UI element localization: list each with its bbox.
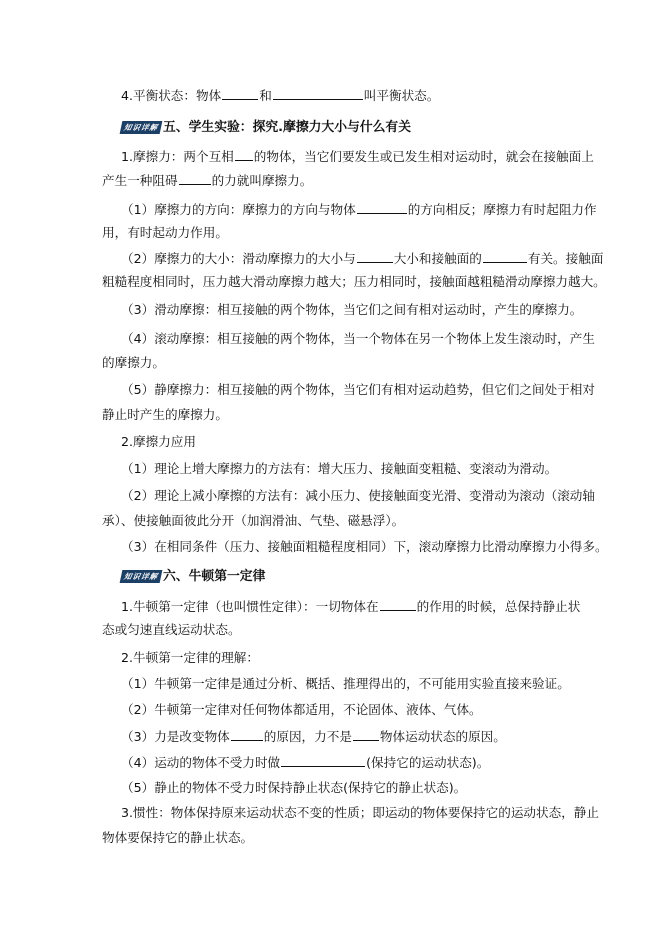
text-line: （1）理论上增大摩擦力的方法有：增大压力、接触面变粗糙、变滚动为滑动。: [121, 461, 558, 476]
text-line: （3）力是改变物体 的原因，力不是 物体运动状态的原因。: [121, 729, 506, 744]
fill-blank: [281, 754, 365, 767]
text-line: 2.摩擦力应用: [121, 434, 196, 449]
text-line: 的摩擦力。: [102, 355, 165, 370]
text-line: （1）摩擦力的方向：摩擦力的方向与物体 的方向相反；摩擦力有时起阻力作: [121, 202, 597, 217]
section-heading-5: 知识详解 五、学生实验：探究.摩擦力大小与什么有关: [121, 120, 411, 136]
text-line: 静止时产生的摩擦力。: [102, 407, 228, 422]
text-line: （5）静止的物体不受力时保持静止状态(保持它的静止状态)。: [121, 780, 467, 795]
text-line: 3.惯性：物体保持原来运动状态不变的性质；即运动的物体要保持它的运动状态，静止: [121, 805, 599, 820]
fill-blank: [483, 250, 527, 263]
text-line: （4）滚动摩擦：相互接触的两个物体，当一个物体在另一个物体上发生滚动时，产生: [121, 331, 595, 346]
text-line: （4）运动的物体不受力时做 (保持它的运动状态)。: [121, 755, 490, 770]
fill-blank: [380, 598, 416, 611]
section-heading-6: 知识详解 六、牛顿第一定律: [121, 569, 265, 585]
fill-blank: [231, 728, 263, 741]
text-line: （5）静摩擦力：相互接触的两个物体，当它们有相对运动趋势，但它们之间处于相对: [121, 382, 595, 397]
text-line: 粗糙程度相同时，压力越大滑动摩擦力越大；压力相同时，接触面越粗糙滑动摩擦力越大。: [102, 274, 606, 289]
text-line-equilibrium: 4.平衡状态：物体 和 叫平衡状态。: [121, 88, 440, 103]
fill-blank: [179, 172, 211, 185]
text-line: 产生一种阻碍 的力就叫摩擦力。: [102, 173, 313, 188]
fill-blank: [222, 87, 258, 100]
text-line: （2）牛顿第一定律对任何物体都适用，不论固体、液体、气体。: [121, 702, 482, 717]
fill-blank: [273, 87, 363, 100]
fill-blank: [353, 728, 379, 741]
text-line: 2.牛顿第一定律的理解：: [121, 650, 259, 665]
text-line: （3）滑动摩擦：相互接触的两个物体，当它们之间有相对运动时，产生的摩擦力。: [121, 302, 583, 317]
text-line: 1.摩擦力：两个互相 的物体，当它们要发生或已发生相对运动时，就会在接触面上: [121, 149, 594, 164]
text-line: （1）牛顿第一定律是通过分析、概括、推理得出的，不可能用实验直接来验证。: [121, 676, 570, 691]
text-line: 1.牛顿第一定律（也叫惯性定律）：一切物体在 的作用的时候，总保持静止状: [121, 599, 581, 614]
fill-blank: [235, 148, 253, 161]
text-line: 承）、使接触面彼此分开（加润滑油、气垫、磁悬浮）。: [102, 513, 405, 528]
text-line: （2）理论上减小摩擦的方法有：减小压力、使接触面变光滑、变滑动为滚动（滚动轴: [121, 488, 595, 503]
fill-blank: [357, 250, 393, 263]
text-line: 物体要保持它的静止状态。: [102, 830, 254, 845]
fill-blank: [357, 201, 407, 214]
text-line: （2）摩擦力的大小：滑动摩擦力的大小与 大小和接触面的 有关。接触面: [121, 251, 604, 266]
text-line: （3）在相同条件（压力、接触面粗糙程度相同）下，滚动摩擦力比滑动摩擦力小得多。: [121, 539, 608, 554]
text-line: 用，有时起动力作用。: [102, 225, 228, 240]
knowledge-badge-icon: 知识详解: [120, 570, 163, 583]
text-line: 态或匀速直线运动状态。: [102, 622, 241, 637]
knowledge-badge-icon: 知识详解: [120, 121, 163, 134]
